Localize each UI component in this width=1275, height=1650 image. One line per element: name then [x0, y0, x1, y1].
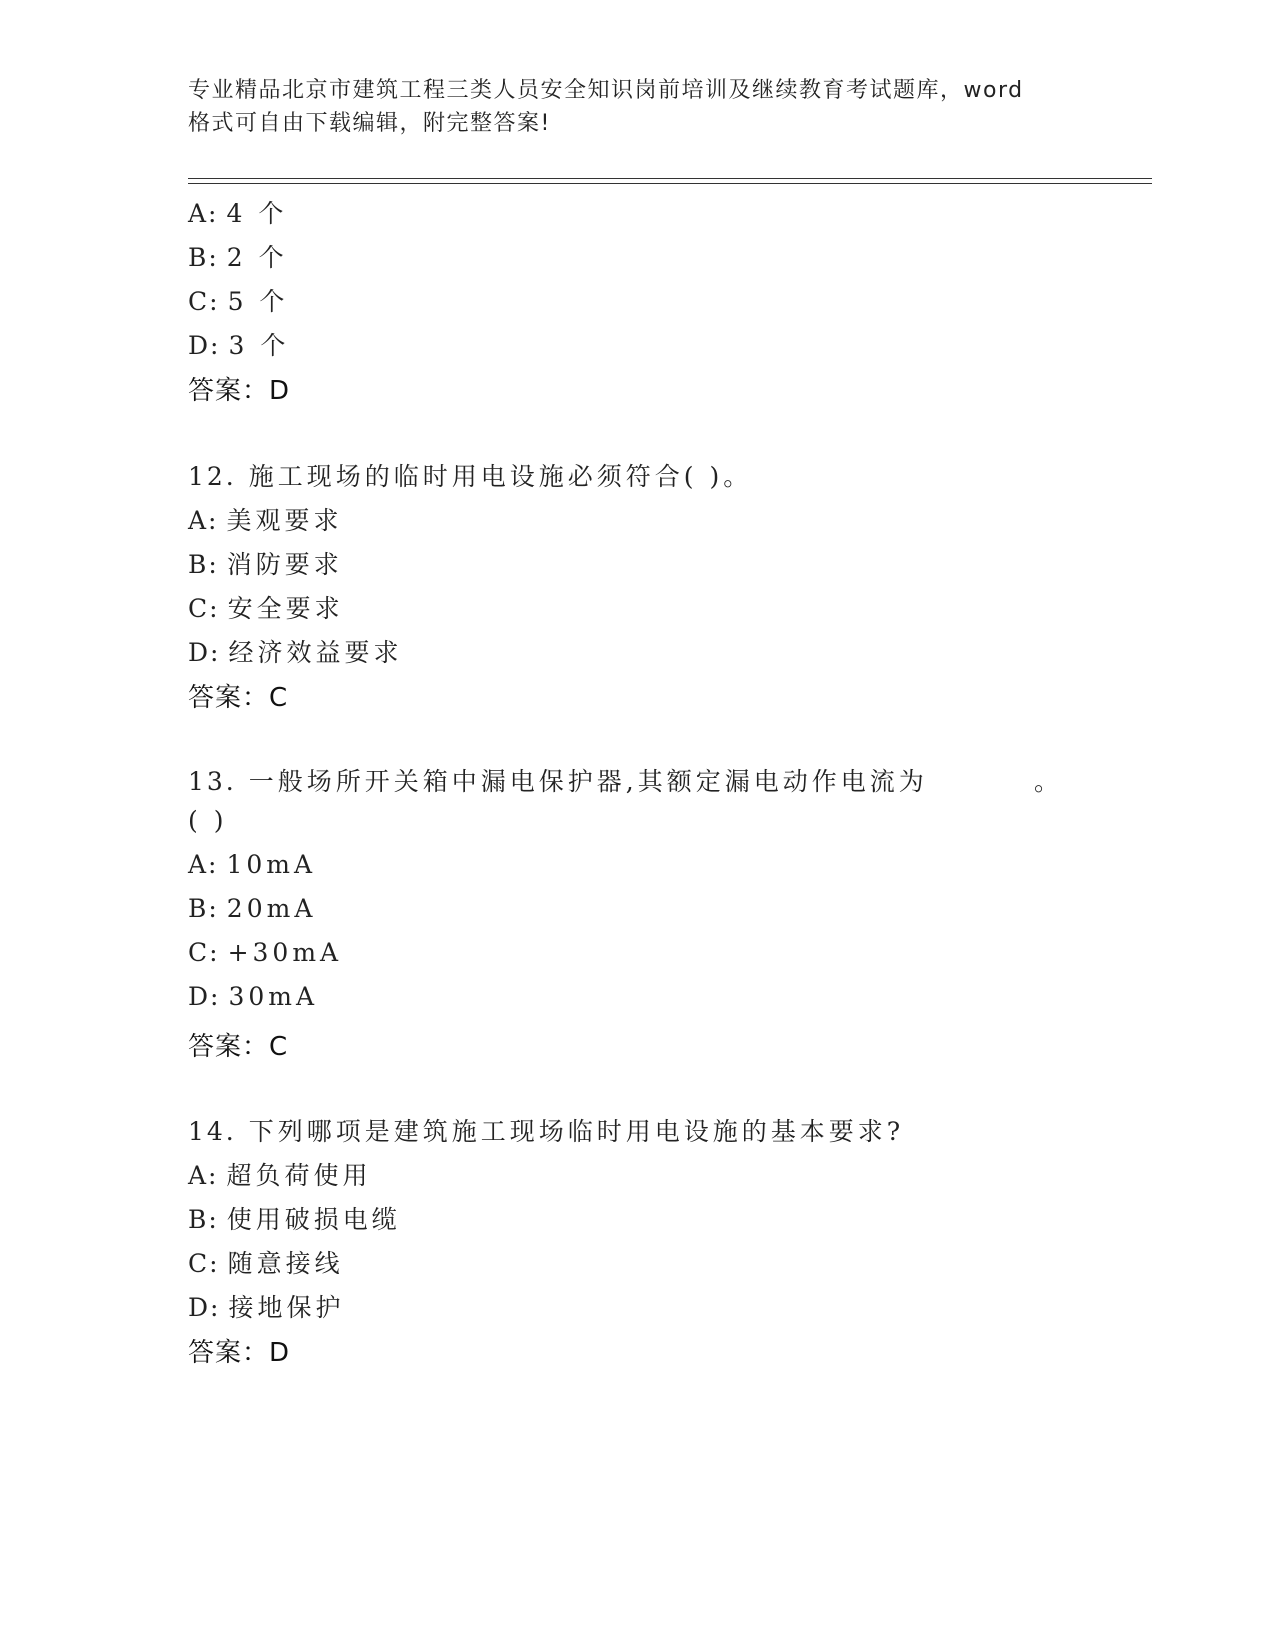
option-text: 超负荷使用 [226, 1161, 372, 1190]
option-letter: B: [188, 1205, 219, 1234]
q13-option-a [188, 850, 316, 879]
q11-option-c [188, 282, 288, 318]
option-text: 20mA [226, 894, 317, 923]
option-letter: B: [188, 894, 219, 923]
option-text: 随意接线 [227, 1249, 344, 1278]
header-divider-bottom [188, 183, 1152, 184]
q14-option-c [188, 1244, 344, 1280]
question-text: 一般场所开关箱中漏电保护器,其额定漏电动作电流为 [248, 767, 928, 796]
option-text: 5 个 [227, 287, 289, 316]
option-text: 美观要求 [226, 506, 343, 535]
q13-option-b [188, 894, 316, 923]
q13-answer-blank: ( ) [188, 806, 228, 835]
q14-stem [188, 1112, 904, 1148]
question-number: 12. [188, 462, 237, 491]
q12-answer: 答案：C [188, 683, 289, 713]
option-text: 使用破损电缆 [226, 1205, 401, 1234]
option-letter: A: [188, 1161, 219, 1190]
option-text: +30mA [227, 938, 343, 967]
q11-option-d [188, 326, 289, 362]
option-text: 接地保护 [228, 1293, 345, 1322]
question-number: 14. [188, 1117, 237, 1146]
q12-stem [188, 457, 752, 493]
option-letter: C: [188, 938, 220, 967]
q14-option-a [188, 1156, 372, 1192]
option-text: 经济效益要求 [228, 638, 403, 667]
option-letter: D: [188, 1293, 221, 1322]
q13-stem-period: 。 [1034, 767, 1060, 796]
option-letter: D: [188, 638, 221, 667]
question-text: 施工现场的临时用电设施必须符合( )。 [248, 462, 753, 491]
option-text: 安全要求 [227, 594, 344, 623]
option-letter: D: [188, 331, 221, 360]
option-text: 4 个 [226, 199, 288, 228]
option-letter: D: [188, 982, 221, 1011]
q14-option-d [188, 1288, 344, 1324]
question-number: 13. [188, 767, 237, 796]
option-letter: C: [188, 1249, 220, 1278]
option-text: 30mA [228, 982, 319, 1011]
option-letter: B: [188, 550, 219, 579]
q13-option-c [188, 938, 342, 967]
option-text: 10mA [226, 850, 317, 879]
header-line-1: 专业精品北京市建筑工程三类人员安全知识岗前培训及继续教育考试题库，word [188, 78, 1024, 103]
option-letter: A: [188, 850, 219, 879]
q14-answer: 答案：D [188, 1338, 291, 1368]
q12-option-b [188, 545, 343, 581]
header-divider-top [188, 178, 1152, 179]
q13-answer: 答案：C [188, 1032, 289, 1062]
q12-option-c [188, 589, 344, 625]
header-line-2: 格式可自由下载编辑，附完整答案! [188, 111, 551, 136]
q11-answer: 答案：D [188, 376, 291, 406]
option-letter: C: [188, 594, 220, 623]
q14-option-b [188, 1200, 401, 1236]
q12-option-d [188, 633, 402, 669]
q11-option-b [188, 238, 288, 274]
document-header [188, 74, 1088, 140]
option-text: 消防要求 [226, 550, 343, 579]
option-text: 2 个 [226, 243, 288, 272]
option-text: 3 个 [228, 331, 290, 360]
option-letter: A: [188, 506, 219, 535]
q11-option-a [188, 194, 287, 230]
option-letter: C: [188, 287, 220, 316]
q12-option-a [188, 501, 343, 537]
option-letter: B: [188, 243, 219, 272]
q13-option-d [188, 982, 318, 1011]
q13-stem [188, 762, 928, 798]
question-text: 下列哪项是建筑施工现场临时用电设施的基本要求? [248, 1117, 905, 1146]
option-letter: A: [188, 199, 219, 228]
